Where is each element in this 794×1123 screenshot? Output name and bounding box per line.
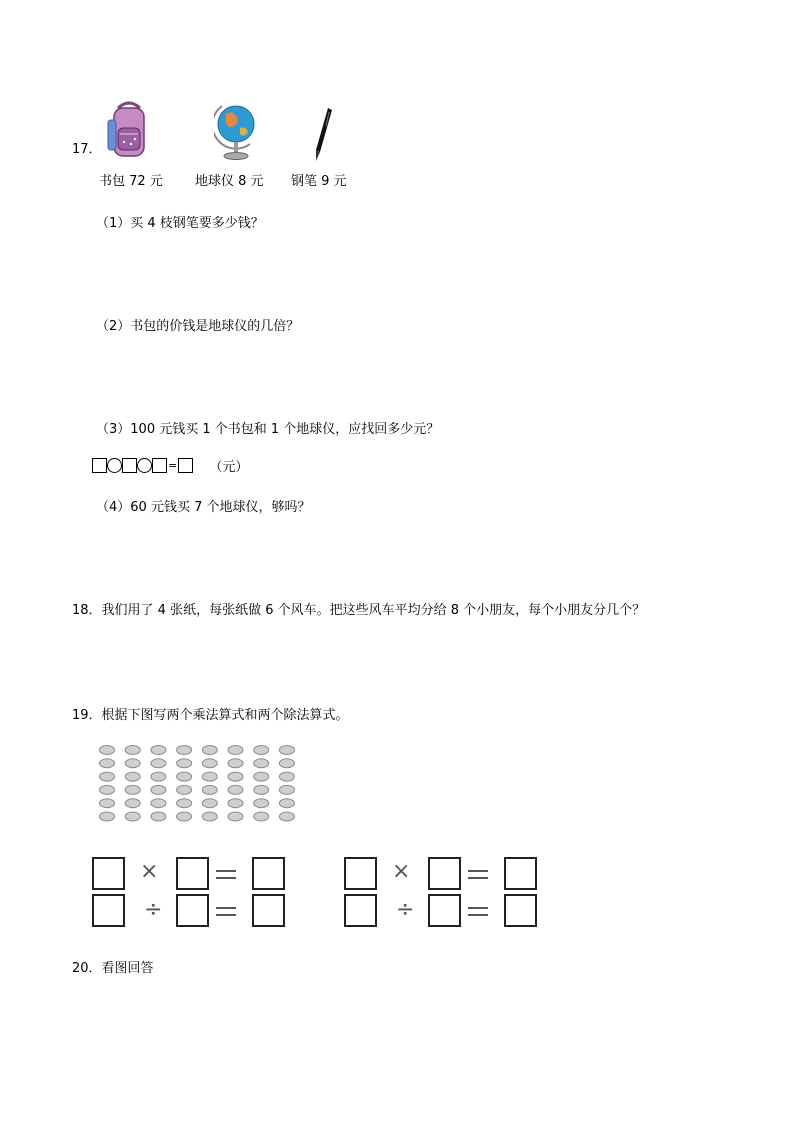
q17-sub1: （1）买 4 枝钢笔要多少钱？ xyxy=(96,216,264,231)
question-20-text: 20．看图回答 xyxy=(72,961,154,976)
grid-dot xyxy=(125,812,140,821)
globe-icon xyxy=(214,100,262,166)
q17-sub4: （4）60 元钱买 7 个地球仪，够吗？ xyxy=(96,500,311,515)
grid-dot xyxy=(228,759,243,768)
grid-dot xyxy=(228,812,243,821)
grid-dot xyxy=(100,799,115,808)
equals-sign: = xyxy=(168,459,178,472)
item-label-backpack: 书包 72 元 xyxy=(99,174,163,189)
grid-dot xyxy=(279,759,294,768)
answer-box[interactable] xyxy=(252,857,285,890)
operator-circle[interactable] xyxy=(107,458,122,473)
grid-dot xyxy=(279,812,294,821)
grid-dot xyxy=(202,772,217,781)
grid-dot xyxy=(100,812,115,821)
grid-dot xyxy=(254,772,269,781)
grid-dot xyxy=(202,759,217,768)
grid-dot xyxy=(228,799,243,808)
backpack-icon xyxy=(104,100,154,164)
answer-box[interactable] xyxy=(176,894,209,927)
grid-dot xyxy=(279,772,294,781)
answer-box[interactable] xyxy=(122,458,137,473)
answer-box[interactable] xyxy=(92,458,107,473)
grid-dot xyxy=(254,785,269,794)
divide-sign: ÷ xyxy=(396,897,415,922)
answer-box[interactable] xyxy=(92,857,125,890)
answer-box[interactable] xyxy=(252,894,285,927)
grid-dot xyxy=(100,759,115,768)
item-label-pen: 钢笔 9 元 xyxy=(291,174,347,189)
q17-equation-template xyxy=(92,456,248,475)
answer-box[interactable] xyxy=(504,894,537,927)
answer-box[interactable] xyxy=(152,458,167,473)
grid-dot xyxy=(125,759,140,768)
grid-dot xyxy=(254,812,269,821)
grid-dot xyxy=(151,785,166,794)
question-19-text: 19．根据下图写两个乘法算式和两个除法算式。 xyxy=(72,708,349,723)
unit-label: （元） xyxy=(209,460,249,475)
grid-dot xyxy=(151,772,166,781)
grid-dot xyxy=(177,759,192,768)
grid-dot xyxy=(125,772,140,781)
grid-dot xyxy=(177,746,192,755)
answer-box[interactable] xyxy=(178,458,193,473)
pen-icon xyxy=(310,106,336,168)
answer-box[interactable] xyxy=(504,857,537,890)
grid-dot xyxy=(151,812,166,821)
q17-sub3: （3）100 元钱买 1 个书包和 1 个地球仪，应找回多少元？ xyxy=(96,422,440,437)
equals-sign xyxy=(468,907,488,917)
answer-box[interactable] xyxy=(344,857,377,890)
equals-sign xyxy=(216,870,236,880)
equation-group-1 xyxy=(90,855,300,935)
answer-box[interactable] xyxy=(428,857,461,890)
grid-dot xyxy=(254,799,269,808)
question-17-number: 17． xyxy=(72,142,102,157)
dot-grid xyxy=(98,743,308,827)
grid-dot xyxy=(202,746,217,755)
divide-sign: ÷ xyxy=(144,897,163,922)
grid-dot xyxy=(100,785,115,794)
q17-sub2: （2）书包的价钱是地球仪的几倍？ xyxy=(96,319,300,334)
grid-dot xyxy=(254,759,269,768)
grid-dot xyxy=(100,772,115,781)
equals-sign xyxy=(468,870,488,880)
answer-box[interactable] xyxy=(176,857,209,890)
answer-box[interactable] xyxy=(428,894,461,927)
grid-dot xyxy=(177,785,192,794)
grid-dot xyxy=(228,746,243,755)
grid-dot xyxy=(125,799,140,808)
grid-dot xyxy=(177,812,192,821)
grid-dot xyxy=(177,772,192,781)
grid-dot xyxy=(279,785,294,794)
item-label-globe: 地球仪 8 元 xyxy=(195,174,264,189)
equals-sign xyxy=(216,907,236,917)
grid-dot xyxy=(177,799,192,808)
grid-dot xyxy=(254,746,269,755)
grid-dot xyxy=(279,746,294,755)
grid-dot xyxy=(279,799,294,808)
grid-dot xyxy=(100,746,115,755)
grid-dot xyxy=(202,799,217,808)
grid-dot xyxy=(228,785,243,794)
grid-dot xyxy=(202,785,217,794)
grid-dot xyxy=(125,785,140,794)
grid-dot xyxy=(151,759,166,768)
equation-group-2 xyxy=(342,855,552,935)
answer-box[interactable] xyxy=(92,894,125,927)
grid-dot xyxy=(151,746,166,755)
times-sign: × xyxy=(140,859,159,884)
times-sign: × xyxy=(392,859,411,884)
grid-dot xyxy=(202,812,217,821)
question-18-text: 18．我们用了 4 张纸，每张纸做 6 个风车。把这些风车平均分给 8 个小朋友，每个小朋友分几个？ xyxy=(72,603,646,618)
grid-dot xyxy=(228,772,243,781)
grid-dot xyxy=(151,799,166,808)
grid-dot xyxy=(125,746,140,755)
operator-circle[interactable] xyxy=(137,458,152,473)
answer-box[interactable] xyxy=(344,894,377,927)
